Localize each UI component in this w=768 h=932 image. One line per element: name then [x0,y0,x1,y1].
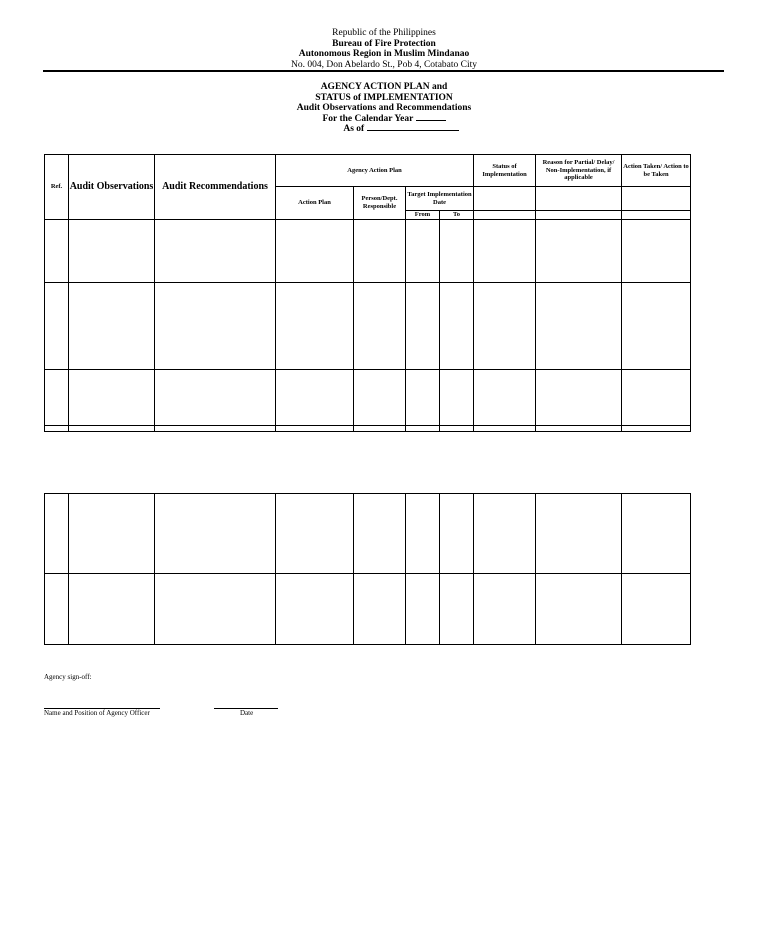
cell[interactable] [474,494,536,574]
title-line-3: Audit Observations and Recommendations [296,103,472,113]
cell[interactable] [354,219,406,282]
header-divider [43,70,724,72]
cell[interactable] [474,574,536,645]
header-cell [536,211,622,220]
cell[interactable] [622,425,691,431]
cell[interactable] [45,219,69,282]
header-cell [474,187,536,211]
cell[interactable] [69,425,155,431]
cell[interactable] [536,219,622,282]
cell[interactable] [45,425,69,431]
cell[interactable] [354,574,406,645]
cell[interactable] [622,574,691,645]
col-audit-recommendations: Audit Recommendations [155,155,276,220]
cell[interactable] [474,219,536,282]
cell[interactable] [536,425,622,431]
cell[interactable] [276,425,354,431]
cell[interactable] [155,219,276,282]
col-status: Status of Implementation [474,155,536,187]
title-calendar-year [0,114,768,125]
col-reason: Reason for Partial/ Delay/ Non-Implementation, if applicable [536,155,622,187]
cell[interactable] [440,425,474,431]
cell[interactable] [45,494,69,574]
calendar-year-label: For the Calendar Year [322,113,414,124]
cell[interactable] [45,574,69,645]
cell[interactable] [155,369,276,425]
col-agency-action-plan: Agency Action Plan [276,155,474,187]
cell[interactable] [622,494,691,574]
table-row [45,219,691,282]
cell[interactable] [440,219,474,282]
cell[interactable] [406,574,440,645]
col-action-plan: Action Plan [276,187,354,220]
cell[interactable] [155,282,276,369]
table-row [45,574,691,645]
cell[interactable] [155,574,276,645]
cell[interactable] [406,425,440,431]
header-address: No. 004, Don Abelardo St., Pob 4, Cotabato City [290,59,478,70]
cell[interactable] [536,369,622,425]
signoff-date-label: Date [240,709,254,717]
header-bureau: Bureau of Fire Protection [332,38,436,49]
cell[interactable] [69,574,155,645]
cell[interactable] [440,494,474,574]
cell[interactable] [354,282,406,369]
header-region: Autonomous Region in Muslim Mindanao [298,49,470,59]
col-action-taken: Action Taken/ Action to be Taken [622,155,691,187]
cell[interactable] [155,494,276,574]
col-audit-observations: Audit Observations [69,155,155,220]
cell[interactable] [440,282,474,369]
cell[interactable] [474,282,536,369]
cell[interactable] [155,425,276,431]
cell[interactable] [354,425,406,431]
title-line-2: STATUS of IMPLEMENTATION [315,92,453,103]
cell[interactable] [536,574,622,645]
header-row-1 [45,155,691,187]
table-row [45,494,691,574]
action-plan-table [44,154,691,432]
cell[interactable] [276,282,354,369]
cell[interactable] [440,369,474,425]
cell[interactable] [622,282,691,369]
cell[interactable] [354,369,406,425]
col-to: To [440,211,474,220]
col-from: From [406,211,440,220]
cell[interactable] [69,282,155,369]
cell[interactable] [69,219,155,282]
cell[interactable] [69,494,155,574]
cell[interactable] [406,219,440,282]
header-cell [474,211,536,220]
cell[interactable] [406,494,440,574]
cell[interactable] [406,369,440,425]
cell[interactable] [536,494,622,574]
header-cell [622,187,691,211]
title-line-1: AGENCY ACTION PLAN and [320,82,448,92]
signoff-label: Agency sign-off: [44,673,92,681]
cell[interactable] [276,219,354,282]
title-as-of [34,124,768,135]
cell[interactable] [536,282,622,369]
table-row [45,425,691,431]
header-cell [622,211,691,220]
cell[interactable] [622,369,691,425]
cell[interactable] [354,494,406,574]
cell[interactable] [276,574,354,645]
cell[interactable] [45,282,69,369]
continuation-table [44,493,691,645]
col-person-responsible: Person/Dept. Responsible [354,187,406,220]
col-ref: Ref. [45,155,69,220]
officer-name-position-label: Name and Position of Agency Officer [44,709,150,717]
cell[interactable] [69,369,155,425]
cell[interactable] [474,425,536,431]
as-of-label: As of [343,124,365,134]
header-republic: Republic of the Philippines [332,28,436,38]
form-title [0,82,768,135]
table-row [45,369,691,425]
cell[interactable] [406,282,440,369]
cell[interactable] [474,369,536,425]
letterhead [0,28,768,70]
cell[interactable] [45,369,69,425]
as-of-blank[interactable] [367,130,459,131]
cell[interactable] [622,219,691,282]
table-row [45,282,691,369]
cell[interactable] [276,494,354,574]
cell[interactable] [440,574,474,645]
col-target-date: Target Implementation Date [406,187,474,211]
cell[interactable] [276,369,354,425]
calendar-year-blank[interactable] [416,120,446,121]
header-cell [536,187,622,211]
